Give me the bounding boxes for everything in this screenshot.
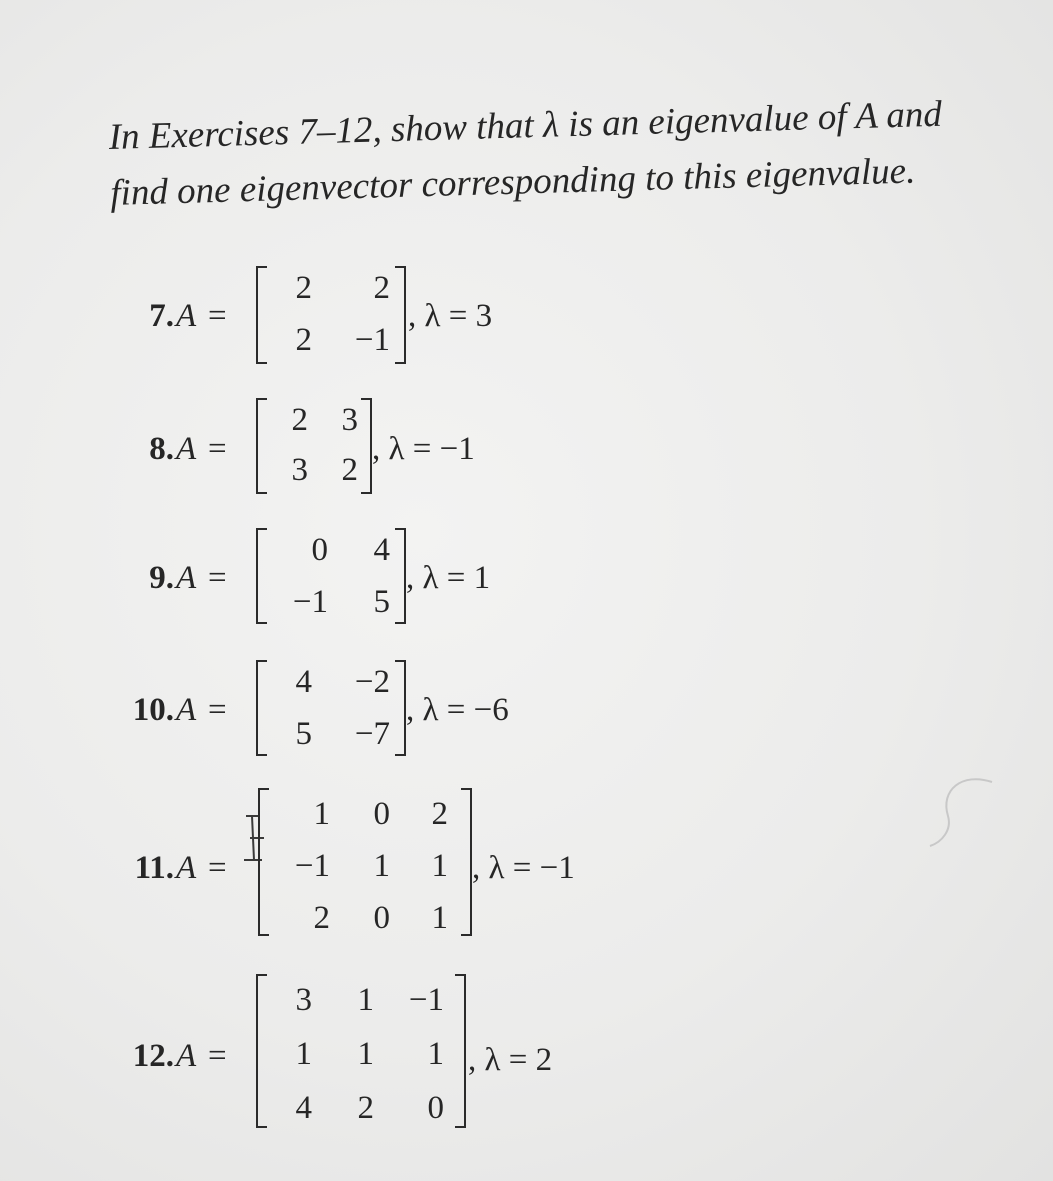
matrix-variable: A bbox=[176, 692, 197, 728]
lambda-value: , λ = 2 bbox=[468, 1042, 553, 1078]
equals-sign: = bbox=[208, 1038, 227, 1074]
matrix-cell: 1 bbox=[295, 1036, 312, 1072]
matrix-cell: 2 bbox=[291, 402, 308, 438]
matrix-cell: 0 bbox=[373, 796, 390, 832]
matrix-cell: 0 bbox=[373, 900, 390, 936]
matrix-cell: 2 bbox=[341, 452, 358, 488]
equals-sign: = bbox=[208, 298, 227, 334]
lambda-value: , λ = 1 bbox=[406, 560, 491, 596]
matrix-cell: 2 bbox=[357, 1090, 374, 1126]
matrix-cell: 1 bbox=[427, 1036, 444, 1072]
exercise-number: 11. bbox=[134, 850, 174, 886]
exercise-number: 7. bbox=[149, 298, 174, 334]
exercise-number: 8. bbox=[149, 431, 174, 467]
matrix-cell: 2 bbox=[313, 900, 330, 936]
matrix-cell: 1 bbox=[431, 848, 448, 884]
matrix bbox=[256, 398, 372, 494]
matrix-cell: 2 bbox=[431, 796, 448, 832]
matrix-cell: 4 bbox=[295, 664, 312, 700]
equals-sign: = bbox=[208, 692, 227, 728]
matrix-cell: 2 bbox=[295, 270, 312, 306]
matrix-cell: 0 bbox=[427, 1090, 444, 1126]
matrix-cell: 3 bbox=[291, 452, 308, 488]
matrix-cell: −1 bbox=[294, 848, 330, 884]
matrix-cell: 4 bbox=[295, 1090, 312, 1126]
matrix-cell: 2 bbox=[373, 270, 390, 306]
matrix-cell: 1 bbox=[373, 848, 390, 884]
matrix-cell: −7 bbox=[354, 716, 390, 752]
matrix-cell: −1 bbox=[292, 584, 328, 620]
heading-line-1: In Exercises 7–12, show that λ is an eigenvalue of A and bbox=[108, 93, 943, 158]
matrix-variable: A bbox=[176, 1038, 197, 1074]
exercise-number: 9. bbox=[149, 560, 174, 596]
matrix-cell: 5 bbox=[373, 584, 390, 620]
matrix bbox=[256, 266, 406, 364]
matrix-cell: 4 bbox=[373, 532, 390, 568]
matrix-variable: A bbox=[176, 560, 197, 596]
lambda-value: , λ = −6 bbox=[406, 692, 509, 728]
matrix-cell: 5 bbox=[295, 716, 312, 752]
matrix-cell: 1 bbox=[313, 796, 330, 832]
matrix-cell: −2 bbox=[354, 664, 390, 700]
matrix bbox=[258, 788, 472, 936]
lambda-value: , λ = −1 bbox=[472, 850, 575, 886]
matrix bbox=[256, 660, 406, 756]
lambda-value: , λ = −1 bbox=[372, 431, 475, 467]
matrix-cell: −1 bbox=[408, 982, 444, 1018]
matrix bbox=[256, 974, 466, 1128]
equals-sign: = bbox=[208, 431, 227, 467]
exercise-number: 12. bbox=[132, 1038, 174, 1074]
equals-sign: = bbox=[208, 560, 227, 596]
matrix-cell: 0 bbox=[311, 532, 328, 568]
exercise-number: 10. bbox=[132, 692, 174, 728]
matrix-cell: −1 bbox=[354, 322, 390, 358]
matrix-variable: A bbox=[176, 431, 197, 467]
heading-line-2: find one eigenvector corresponding to this eigenvalue. bbox=[109, 150, 916, 214]
equals-sign: = bbox=[208, 850, 227, 886]
matrix-cell: 1 bbox=[357, 982, 374, 1018]
instructions-heading bbox=[108, 84, 1031, 222]
matrix-variable: A bbox=[176, 298, 197, 334]
matrix-cell: 2 bbox=[295, 322, 312, 358]
matrix-cell: 1 bbox=[431, 900, 448, 936]
matrix-variable: A bbox=[176, 850, 197, 886]
matrix bbox=[256, 528, 406, 624]
matrix-cell: 3 bbox=[341, 402, 358, 438]
lambda-value: , λ = 3 bbox=[408, 298, 493, 334]
matrix-cell: 3 bbox=[295, 982, 312, 1018]
matrix-cell: 1 bbox=[357, 1036, 374, 1072]
pen-mark-curve bbox=[922, 770, 1002, 850]
